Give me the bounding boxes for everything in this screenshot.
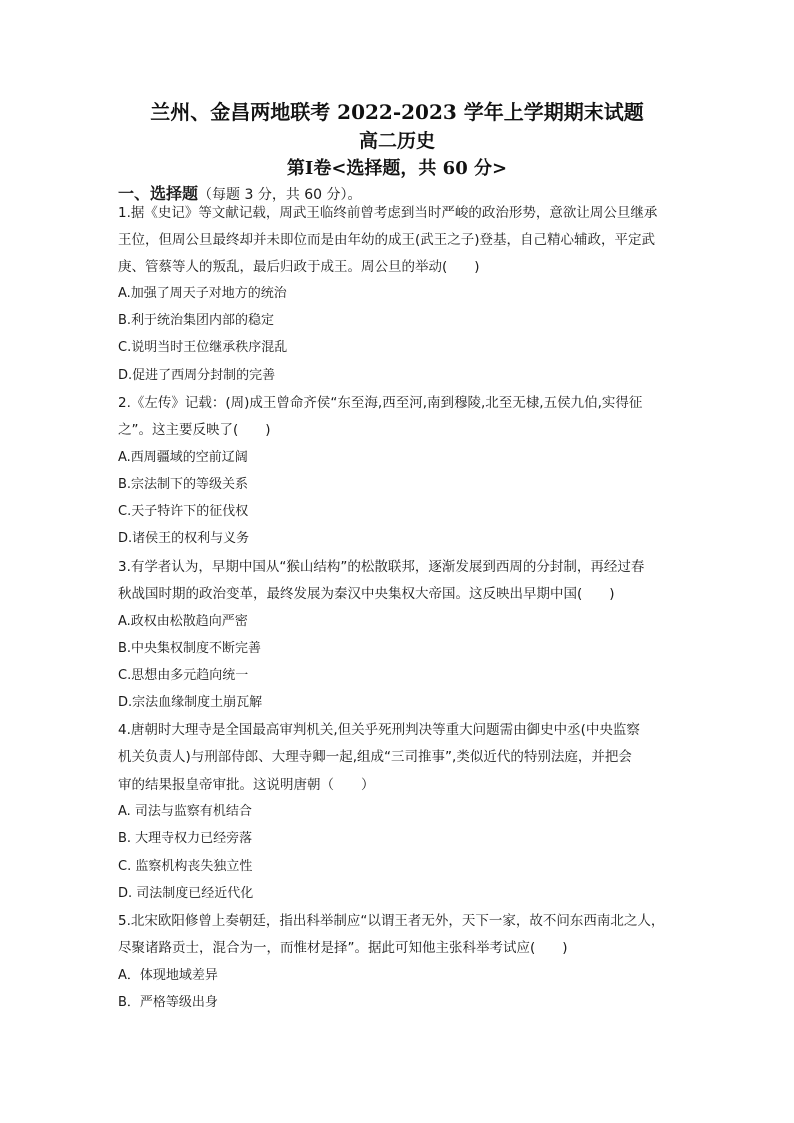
- question-4-option-c: C. 监察机构丧失独立性: [118, 859, 253, 874]
- question-3-option-d: D.宗法血缘制度土崩瓦解: [118, 695, 263, 710]
- exam-title: 兰州、金昌两地联考 2022-2023 学年上学期期末试题: [150, 100, 644, 124]
- question-2-option-d: D.诸侯王的权利与义务: [118, 531, 250, 546]
- question-3-option-c: C.思想由多元趋向统一: [118, 668, 249, 683]
- question-2-option-c: C.天子特许下的征伐权: [118, 504, 249, 519]
- question-4-stem-line-3: 审的结果报皇帝审批。这说明唐朝（ ）: [118, 777, 375, 793]
- question-4-option-b: B. 大理寺权力已经旁落: [118, 831, 253, 846]
- question-1-option-c: C.说明当时王位继承秩序混乱: [118, 340, 288, 355]
- question-5-stem-line-2: 尽聚诸路贡士，混合为一，而惟材是择”。据此可知他主张科举考试应( ): [118, 940, 568, 956]
- question-2-option-b: B.宗法制下的等级关系: [118, 477, 249, 492]
- question-1-stem-line-3: 庚、管蔡等人的叛乱，最后归政于成王。周公旦的举动( ): [118, 259, 480, 275]
- question-3-option-a: A.政权由松散趋向严密: [118, 614, 248, 629]
- question-3-option-b: B.中央集权制度不断完善: [118, 641, 262, 656]
- question-4-stem-line-1: 4.唐朝时大理寺是全国最高审判机关,但关乎死刑判决等重大问题需由御史中丞(中央监察: [118, 722, 640, 738]
- question-1-stem-line-1: 1.据《史记》等文献记载，周武王临终前曾考虑到当时严峻的政治形势，意欲让周公旦继承: [118, 205, 658, 221]
- question-2-option-a: A.西周疆域的空前辽阔: [118, 450, 248, 465]
- section-note: （每题 3 分，共 60 分）。: [198, 187, 362, 203]
- question-3-stem-line-1: 3.有学者认为，早期中国从“猴山结构”的松散联邦，逐渐发展到西周的分封制，再经过春: [118, 559, 645, 575]
- question-2-stem-line-1: 2.《左传》记载：(周)成王曾命齐侯“东至海,西至河,南到穆陵,北至无棣,五侯九伯,实得征: [118, 395, 643, 411]
- question-5-option-a: A．体现地域差异: [118, 968, 218, 983]
- section-title: 一、选择题: [118, 184, 199, 203]
- question-4-option-d: D. 司法制度已经近代化: [118, 886, 254, 901]
- question-1-option-b: B.利于统治集团内部的稳定: [118, 313, 275, 328]
- question-5-option-b: B．严格等级出身: [118, 995, 218, 1010]
- question-1-option-a: A.加强了周天子对地方的统治: [118, 286, 287, 301]
- question-3-stem-line-2: 秋战国时期的政治变革，最终发展为秦汉中央集权大帝国。这反映出早期中国( ): [118, 586, 615, 602]
- question-1-option-d: D.促进了西周分封制的完善: [118, 368, 276, 383]
- question-5-stem-line-1: 5.北宋欧阳修曾上奏朝廷，指出科举制应“以谓王者无外，天下一家，故不问东西南北之人，: [118, 913, 665, 929]
- question-4-option-a: A. 司法与监察有机结合: [118, 804, 252, 819]
- question-1-stem-line-2: 王位，但周公旦最终却并未即位而是由年幼的成王(武王之子)登基，自己精心辅政，平定武: [118, 232, 656, 248]
- exam-subject: 高二历史: [358, 130, 435, 152]
- exam-part: 第Ⅰ卷<选择题，共 60 分>: [286, 158, 508, 179]
- question-2-stem-line-2: 之”。这主要反映了( ): [118, 422, 271, 438]
- question-4-stem-line-2: 机关负责人)与刑部侍郎、大理寺卿一起,组成“三司推事”,类似近代的特别法庭，并把会: [118, 749, 632, 765]
- section-heading: [118, 181, 362, 204]
